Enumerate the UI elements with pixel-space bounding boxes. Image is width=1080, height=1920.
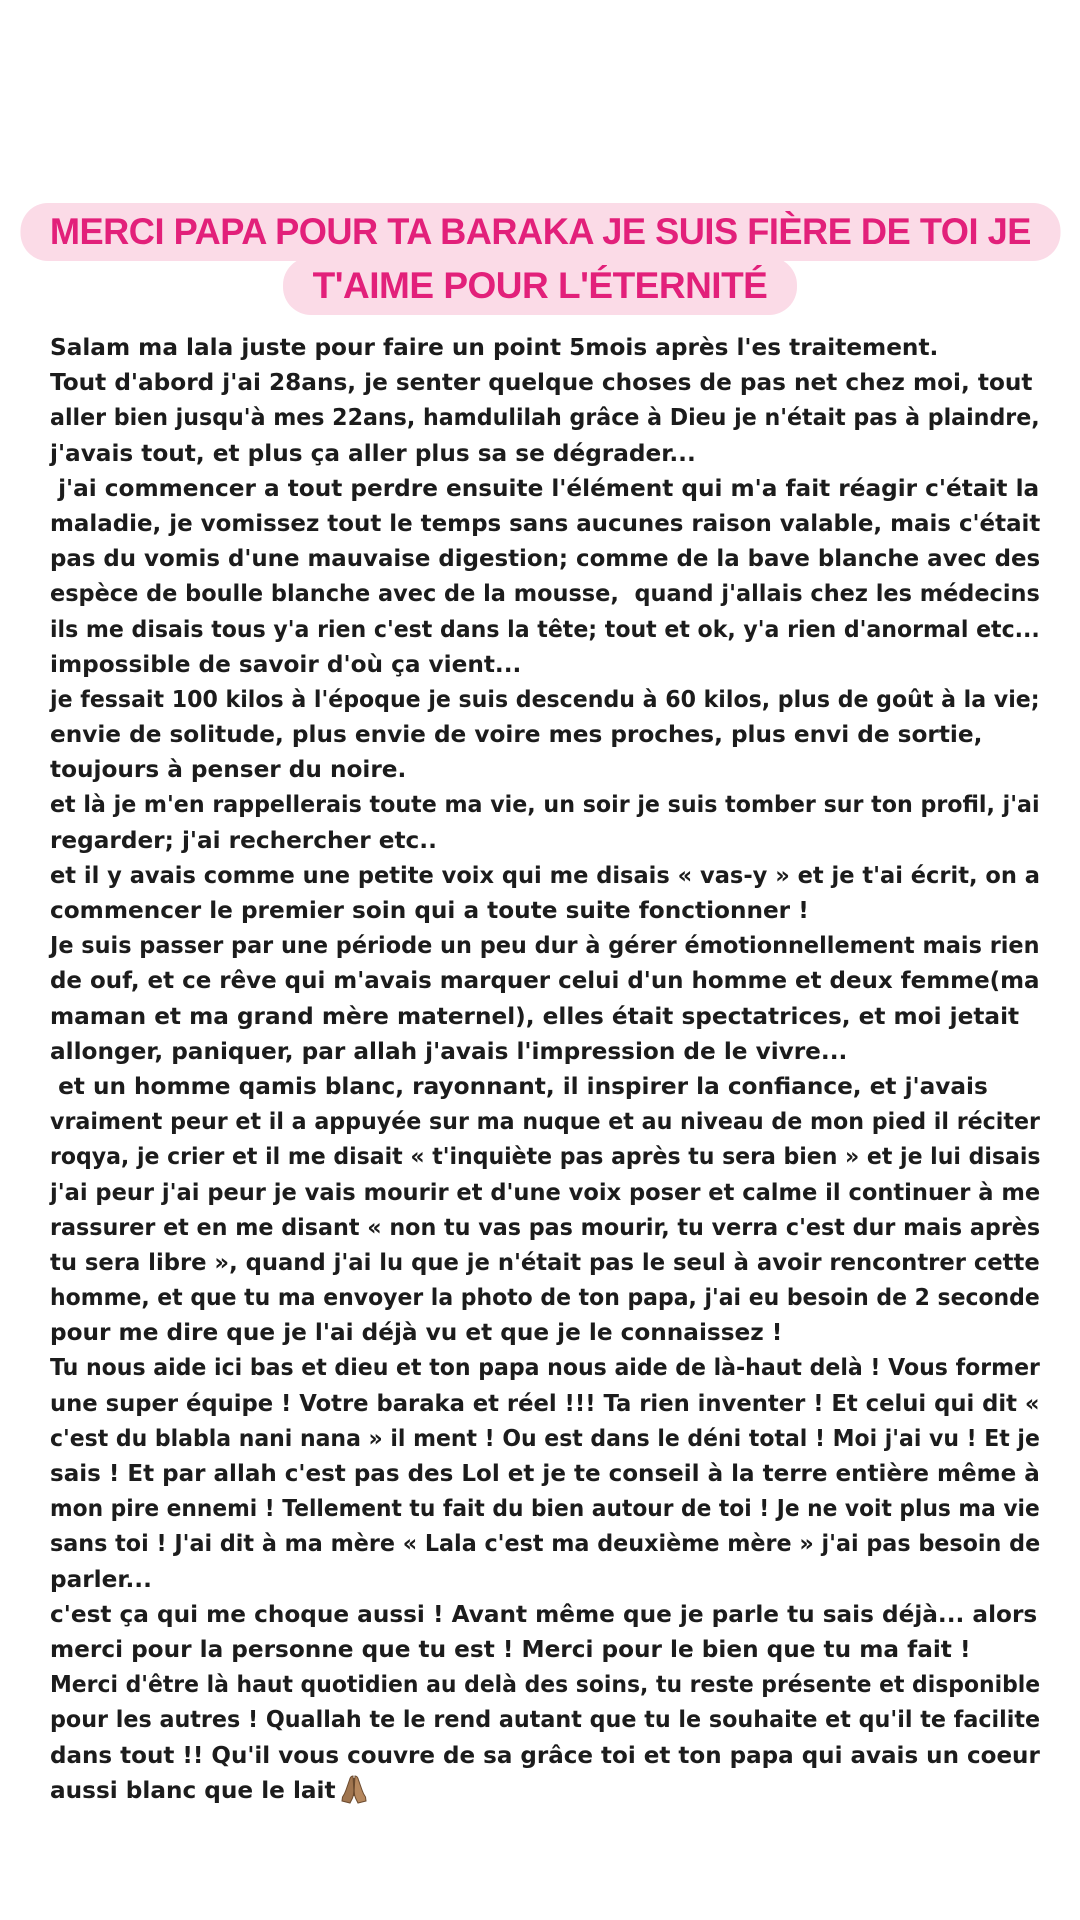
body-line: et il y avais comme une petite voix qui me disais « vas-y » et je t'ai écrit, on a [50,861,1040,889]
body-line: c'est du blabla nani nana » il ment ! Ou est dans le déni total ! Moi j'ai vu ! Et je [50,1424,1040,1452]
body-line: Tu nous aide ici bas et dieu et ton papa nous aide de là-haut delà ! Vous former [50,1354,1040,1382]
body-line: pour les autres ! Quallah te le rend autant que tu le souhaite et qu'il te facilite [50,1706,1041,1734]
body-line-last-text: aussi blanc que le lait [50,1776,336,1804]
body-line: commencer le premier soin qui a toute suite fonctionner ! [50,897,809,924]
body-line: Je suis passer par une période un peu dur à gérer émotionnellement mais rien [50,932,1040,960]
body-line: une super équipe ! Votre baraka et réel !!! Ta rien inventer ! Et celui qui dit « [50,1389,1040,1417]
body-line: pas du vomis d'une mauvaise digestion; comme de la bave blanche avec des [50,545,1041,573]
body-line: tu sera libre », quand j'ai lu que je n'était pas le seul à avoir rencontrer cette [50,1248,1040,1276]
body-line: merci pour la personne que tu est ! Merci pour le bien que tu ma fait ! [50,1635,971,1663]
body-line: roqya, je crier et il me disait « t'inquiète pas après tu sera bien » et je lui disais [50,1143,1041,1171]
body-line: sais ! Et par allah c'est pas des Lol et je te conseil à la terre entière même à [50,1460,1040,1487]
body-line: impossible de savoir d'où ça vient... [50,650,522,678]
body-line: vraiment peur et il a appuyée sur ma nuque et au niveau de mon pied il réciter [50,1108,1040,1136]
body-line: aller bien jusqu'à mes 22ans, hamdulilah grâce à Dieu je n'était pas à plaindre, [50,404,1040,432]
body-line: Tout d'abord j'ai 28ans, je senter quelque choses de pas net chez moi, tout [50,369,1033,397]
body-line: Merci d'être là haut quotidien au delà des soins, tu reste présente et disponible [50,1671,1041,1699]
body-line: homme, et que tu ma envoyer la photo de ton papa, j'ai eu besoin de 2 seconde [50,1284,1040,1312]
testimonial-body [50,330,1040,1808]
body-line: Salam ma lala juste pour faire un point 5mois après l'es traitement. [50,334,939,361]
body-line: je fessait 100 kilos à l'époque je suis descendu à 60 kilos, plus de goût à la vie; [50,685,1040,713]
body-line: parler... [50,1565,152,1593]
body-line: allonger, paniquer, par allah j'avais l'impression de le vivre... [50,1037,848,1065]
body-line: et un homme qamis blanc, rayonnant, il inspirer la confiance, et j'avais [50,1072,988,1100]
body-line: pour me dire que je l'ai déjà vu et que je le connaissez ! [50,1319,783,1347]
body-line: j'avais tout, et plus ça aller plus sa se dégrader... [50,439,696,467]
body-line: j'ai peur j'ai peur je vais mourir et d'une voix poser et calme il continuer à me [50,1178,1041,1206]
body-line: maman et ma grand mère maternel), elles était spectatrices, et moi jetait [50,1002,1020,1030]
body-line: de ouf, et ce rêve qui m'avais marquer celui d'un homme et deux femme(ma [50,967,1040,995]
title-line-1: MERCI PAPA POUR TA BARAKA JE SUIS FIÈRE DE TOI JE [20,203,1060,261]
body-line: c'est ça qui me choque aussi ! Avant même que je parle tu sais déjà... alors [50,1600,1038,1628]
body-line-last [50,1773,1040,1808]
body-line: espèce de boulle blanche avec de la mousse, quand j'allais chez les médecins [50,580,1040,608]
body-line: rassurer et en me disant « non tu vas pas mourir, tu verra c'est dur mais après [50,1213,1041,1241]
body-line: j'ai commencer a tout perdre ensuite l'élément qui m'a fait réagir c'était la [50,474,1040,502]
body-line: maladie, je vomissez tout le temps sans aucunes raison valable, mais c'était [50,509,1041,537]
body-line: dans tout !! Qu'il vous couvre de sa grâce toi et ton papa qui avais un coeur [50,1741,1040,1769]
body-line: envie de solitude, plus envie de voire mes proches, plus envi de sortie, [50,721,983,749]
story-title [0,203,1080,315]
body-line: et là je m'en rappellerais toute ma vie, un soir je suis tomber sur ton profil, j'ai [50,791,1040,819]
body-line: regarder; j'ai rechercher etc.. [50,826,437,854]
body-line: toujours à penser du noire. [50,756,407,784]
body-line: mon pire ennemi ! Tellement tu fait du bien autour de toi ! Je ne voit plus ma vie [50,1495,1040,1523]
title-line-2: T'AIME POUR L'ÉTERNITÉ [283,257,798,315]
body-line: ils me disais tous y'a rien c'est dans la tête; tout et ok, y'a rien d'anormal etc... [50,615,1040,643]
praying-hands-icon [340,1774,368,1814]
body-line: sans toi ! J'ai dit à ma mère « Lala c'est ma deuxième mère » j'ai pas besoin de [50,1530,1041,1558]
